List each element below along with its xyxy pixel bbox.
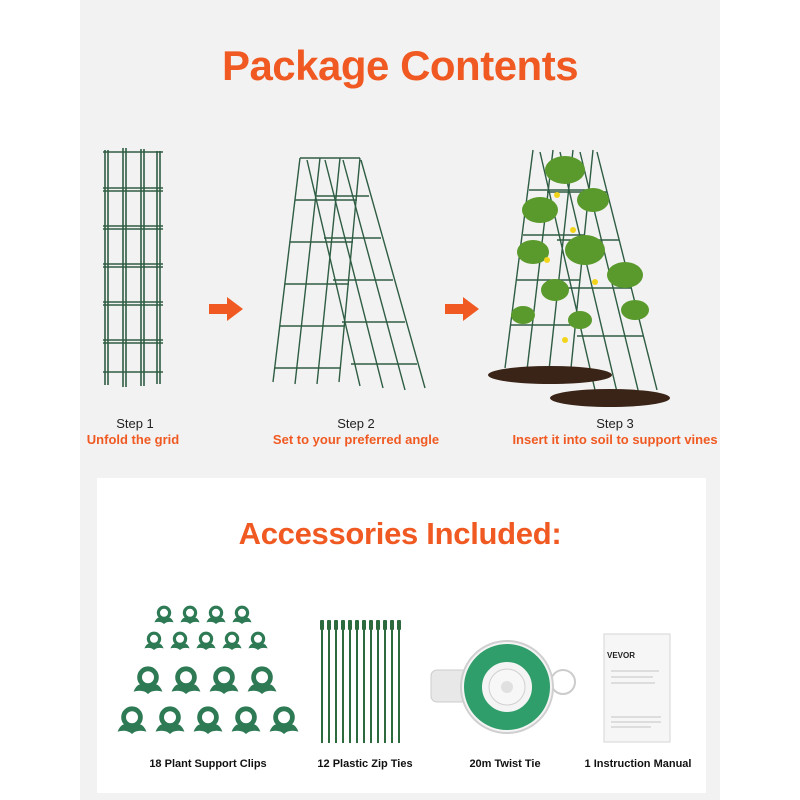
- arrow-right-icon: [207, 296, 245, 322]
- a-frame-grid-illustration: [265, 150, 435, 395]
- step-2-number: Step 2: [337, 416, 375, 431]
- trellis-with-vines-illustration: [485, 140, 670, 410]
- twist-tie-reel-illustration: [425, 630, 585, 745]
- flat-grid-illustration: [95, 140, 175, 395]
- vevor-logo: VEVOR: [607, 651, 636, 660]
- step-1-description: Unfold the grid: [86, 432, 180, 447]
- accessories-title: Accessories Included:: [238, 516, 562, 551]
- plant-support-clips-label: 18 Plant Support Clips: [149, 758, 267, 770]
- plant-support-clips-illustration: [112, 600, 312, 750]
- instruction-manual-illustration: [603, 633, 683, 745]
- plastic-zip-ties-label: 12 Plastic Zip Ties: [317, 758, 413, 770]
- twist-tie-label: 20m Twist Tie: [469, 758, 541, 770]
- step-2-description: Set to your preferred angle: [272, 432, 440, 447]
- page-title: Package Contents: [221, 42, 579, 89]
- step-3-description: Insert it into soil to support vines: [512, 432, 718, 447]
- step-3-number: Step 3: [596, 416, 634, 431]
- instruction-manual-label: 1 Instruction Manual: [584, 758, 692, 770]
- zip-ties-illustration: [312, 618, 412, 748]
- step-1-number: Step 1: [116, 416, 154, 431]
- arrow-right-icon: [443, 296, 481, 322]
